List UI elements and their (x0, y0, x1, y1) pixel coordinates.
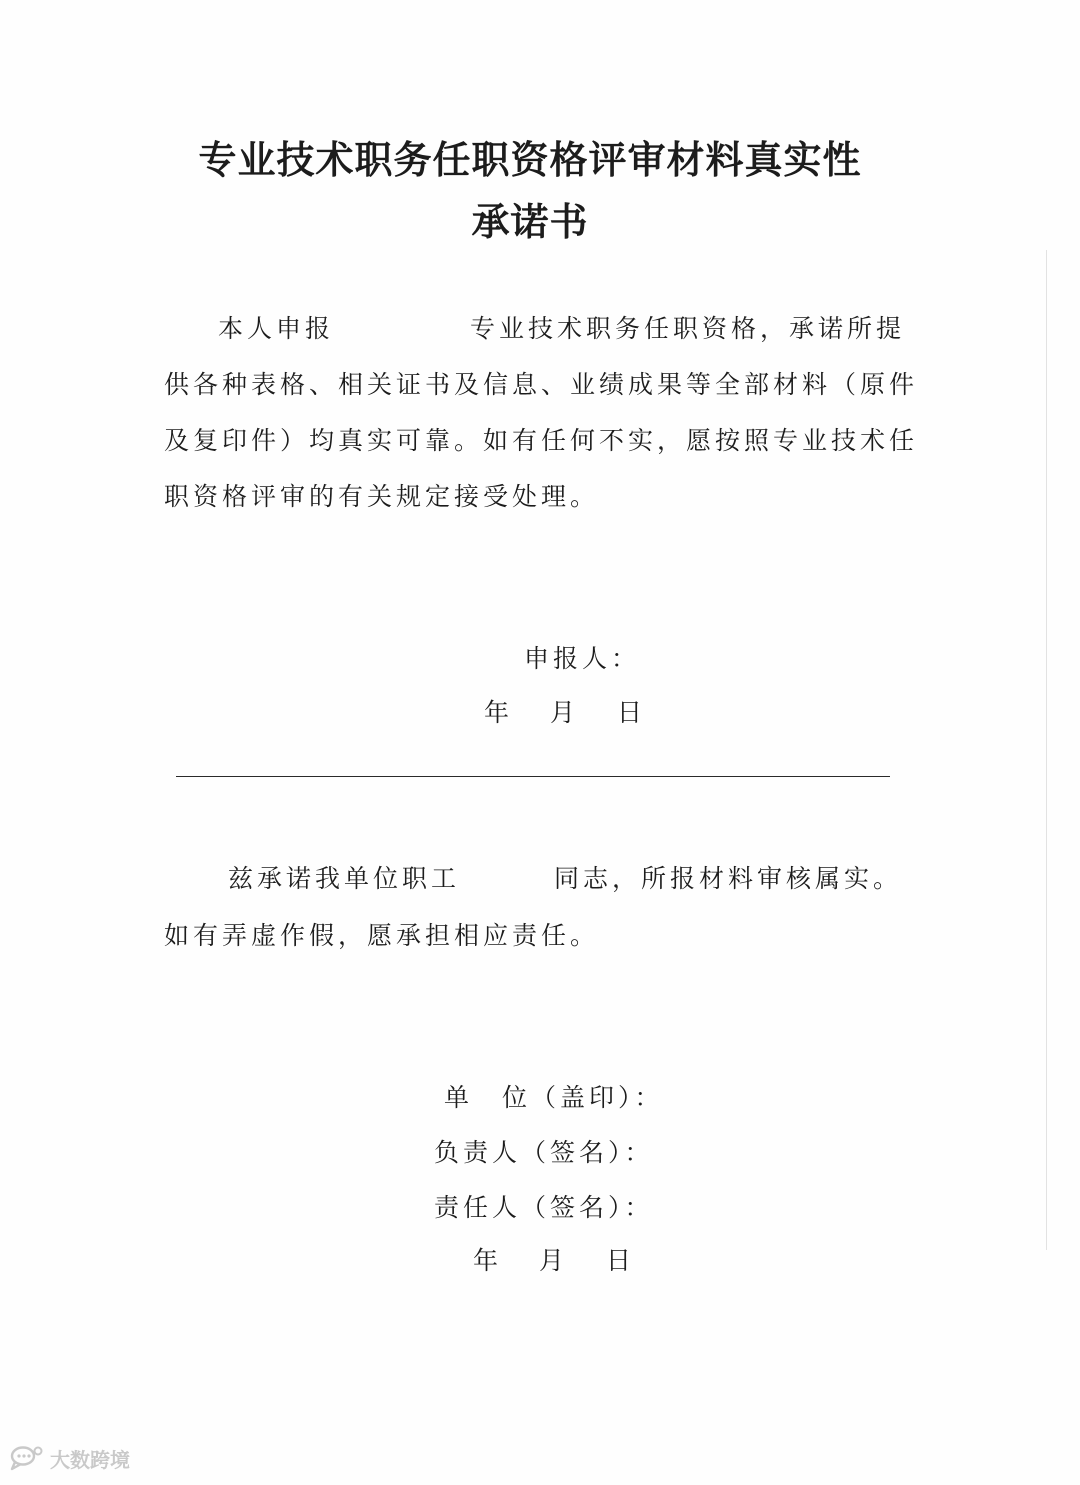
unit-line1-suffix: 同志，所报材料审核属实。 (554, 864, 903, 893)
applicant-line3: 及复印件）均真实可靠。如有任何不实，愿按照专业技术任 (164, 426, 919, 455)
applicant-line4: 职资格评审的有关规定接受处理。 (164, 482, 600, 511)
document-title: 专业技术职务任职资格评审材料真实性 (198, 138, 862, 182)
unit-date-year: 年 (473, 1246, 503, 1275)
head-signature-label: 负责人（签名）： (434, 1138, 654, 1167)
applicant-date-year: 年 (484, 698, 514, 727)
unit-date-month: 月 (539, 1246, 569, 1275)
unit-seal-label: 单 位（盖印）： (444, 1083, 664, 1112)
applicant-line1-suffix: 专业技术职务任职资格，承诺所提 (470, 314, 906, 343)
unit-date-day: 日 (606, 1246, 636, 1275)
applicant-line1-prefix: 本人申报 (218, 314, 335, 343)
applicant-date-day: 日 (617, 698, 647, 727)
section-divider (176, 776, 890, 777)
responsible-signature-label: 责任人（签名）： (434, 1193, 654, 1222)
unit-line1-prefix: 兹承诺我单位职工 (228, 864, 461, 893)
applicant-date-month: 月 (550, 698, 580, 727)
applicant-date (0, 700, 1080, 730)
document-subtitle: 承诺书 (471, 200, 589, 244)
unit-date (0, 1248, 1080, 1278)
unit-line2: 如有弄虚作假，愿承担相应责任。 (164, 921, 600, 950)
applicant-signature-label: 申报人： (524, 644, 641, 673)
watermark (10, 1444, 130, 1472)
chat-bubble-icon (10, 1445, 44, 1471)
watermark-text: 大数跨境 (50, 1447, 130, 1472)
applicant-line2: 供各种表格、相关证书及信息、业绩成果等全部材料（原件 (164, 370, 919, 399)
scan-edge-line (1046, 250, 1047, 1250)
